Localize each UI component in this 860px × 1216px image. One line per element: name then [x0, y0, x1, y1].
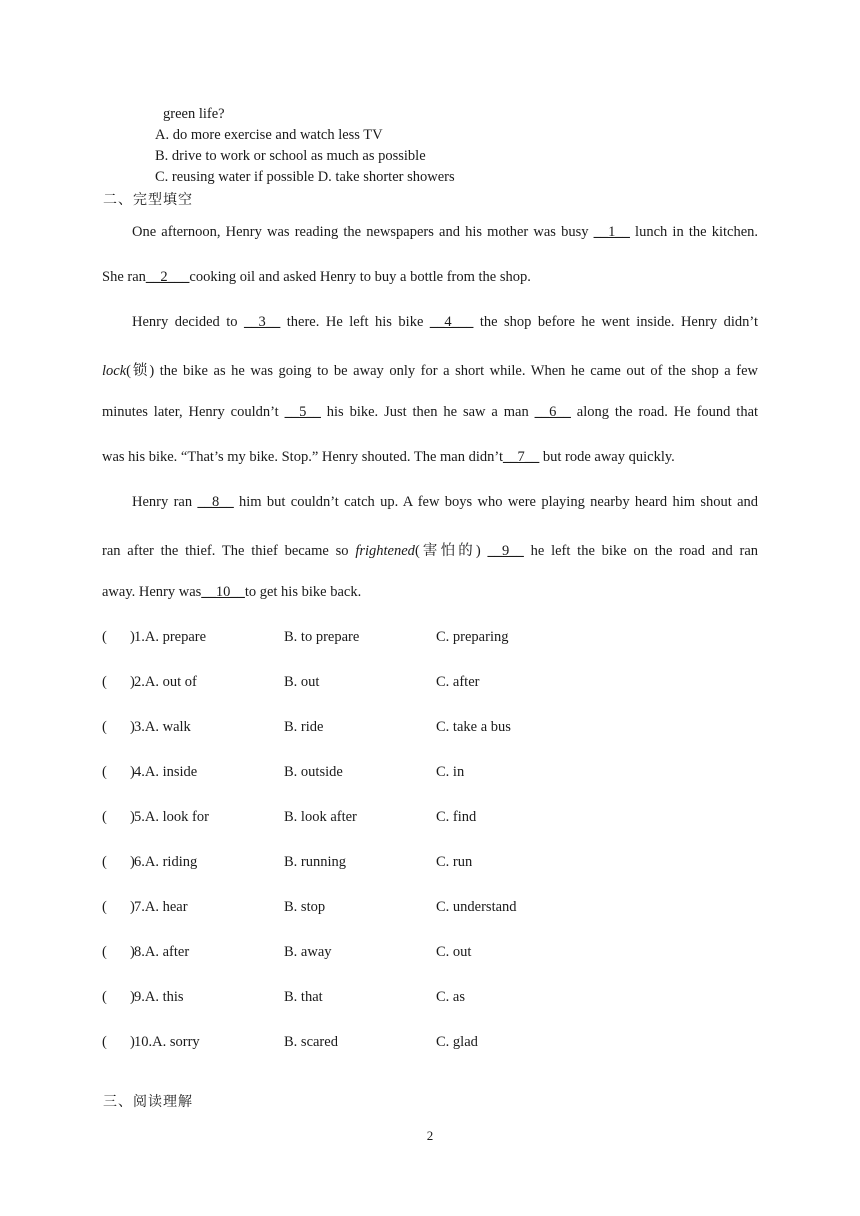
section-heading-cloze: 二、完型填空: [103, 193, 193, 208]
option-b: B. look after: [284, 809, 357, 825]
option-a: 9.A. this: [134, 989, 184, 1005]
option-a: 4.A. inside: [134, 764, 198, 780]
text-segment: the bike as he was going to be away only for a short while. When he came out of the shop a few: [159, 363, 759, 379]
answer-paren-left: (: [102, 989, 107, 1005]
text-segment: One afternoon, Henry was reading the newspapers and his mother was busy: [132, 224, 589, 240]
question-row: [102, 629, 662, 649]
option-c: C. in: [436, 764, 465, 780]
cloze-line: [102, 404, 758, 421]
option-a: 2.A. out of: [134, 674, 197, 690]
text-segment: minutes later, Henry couldn’t: [102, 404, 279, 420]
option-b: B. ride: [284, 719, 324, 735]
answer-paren-left: (: [102, 1034, 107, 1050]
cloze-line: [102, 539, 758, 560]
text-segment: ran after the thief. The thief became so: [102, 543, 349, 559]
question-row: [102, 1034, 662, 1054]
answer-paren-right: ): [130, 629, 135, 645]
answer-paren-left: (: [102, 629, 107, 645]
option-b: B. running: [284, 854, 347, 870]
cloze-line: [102, 269, 531, 286]
option-b: B. stop: [284, 899, 326, 915]
answer-paren-right: ): [130, 719, 135, 735]
answer-paren-right: ): [130, 1034, 135, 1050]
question-row: [102, 899, 662, 919]
text-segment: to get his bike back.: [244, 584, 362, 600]
answer-paren-right: ): [130, 809, 135, 825]
option-a: 5.A. look for: [134, 809, 209, 825]
answer-paren-left: (: [102, 719, 107, 735]
cloze-line: [102, 449, 675, 466]
blank-4: __4___: [429, 314, 474, 330]
option-c: C. as: [436, 989, 465, 1005]
text-segment: but rode away quickly.: [542, 449, 675, 465]
option-a: 1.A. prepare: [134, 629, 207, 645]
text-segment: lunch in the kitchen.: [635, 224, 759, 240]
text-segment: he left the bike on the road and ran: [530, 543, 759, 559]
answer-paren-left: (: [102, 899, 107, 915]
text-segment: Henry decided to: [132, 314, 238, 330]
blank-9: __9__: [487, 543, 524, 559]
question-row: [102, 719, 662, 739]
option-b: B. out: [284, 674, 320, 690]
question-row: [102, 989, 662, 1009]
option-c: C. find: [436, 809, 477, 825]
text-segment: cooking oil and asked Henry to buy a bottle from the shop.: [189, 269, 531, 285]
option-c: C. run: [436, 854, 473, 870]
gloss: (害怕的): [414, 543, 481, 559]
gloss: (锁): [126, 363, 155, 379]
option-c: C. take a bus: [436, 719, 511, 735]
text-segment: his bike. Just then he saw a man: [326, 404, 529, 420]
option-c: C. understand: [436, 899, 517, 915]
question-row: [102, 674, 662, 694]
answer-paren-left: (: [102, 674, 107, 690]
text-segment: She ran: [102, 269, 146, 285]
option-a: 8.A. after: [134, 944, 190, 960]
option-c: C. out: [436, 944, 472, 960]
cloze-line: [132, 494, 758, 511]
prev-option-cd: C. reusing water if possible D. take shorter showers: [155, 169, 455, 185]
blank-3: __3__: [244, 314, 281, 330]
blank-10: __10__: [201, 584, 245, 600]
question-row: [102, 944, 662, 964]
answer-paren-left: (: [102, 764, 107, 780]
question-row: [102, 854, 662, 874]
prev-question-tail: green life?: [163, 106, 225, 122]
answer-paren-right: ): [130, 764, 135, 780]
cloze-line: [102, 584, 361, 601]
option-a: 3.A. walk: [134, 719, 191, 735]
option-a: 10.A. sorry: [134, 1034, 200, 1050]
blank-1: __1__: [593, 224, 630, 240]
option-b: B. away: [284, 944, 332, 960]
answer-paren-right: ): [130, 944, 135, 960]
answer-paren-left: (: [102, 854, 107, 870]
section-heading-reading: 三、阅读理解: [103, 1095, 193, 1110]
text-segment: him but couldn’t catch up. A few boys who were playing nearby heard him shout and: [239, 494, 759, 510]
blank-5: __5__: [284, 404, 321, 420]
prev-option-a: A. do more exercise and watch less TV: [155, 127, 383, 143]
text-segment: away. Henry was: [102, 584, 202, 600]
option-c: C. after: [436, 674, 480, 690]
question-row: [102, 764, 662, 784]
blank-2: __2___: [145, 269, 190, 285]
text-segment: along the road. He found that: [576, 404, 759, 420]
answer-paren-left: (: [102, 944, 107, 960]
text-segment: there. He left his bike: [286, 314, 424, 330]
answer-paren-left: (: [102, 809, 107, 825]
cloze-line: [132, 224, 758, 241]
option-c: C. glad: [436, 1034, 478, 1050]
option-b: B. to prepare: [284, 629, 360, 645]
page-number: 2: [426, 1128, 434, 1143]
option-b: B. scared: [284, 1034, 338, 1050]
text-segment: Henry ran: [132, 494, 193, 510]
cloze-line: [102, 359, 758, 380]
blank-7: __7__: [502, 449, 540, 465]
text-segment: was his bike. “That’s my bike. Stop.” Henry shouted. The man didn’t: [102, 449, 503, 465]
option-a: 6.A. riding: [134, 854, 198, 870]
blank-8: __8__: [197, 494, 234, 510]
cloze-line: [132, 314, 758, 331]
question-row: [102, 809, 662, 829]
answer-paren-right: ): [130, 674, 135, 690]
option-c: C. preparing: [436, 629, 509, 645]
option-b: B. that: [284, 989, 323, 1005]
word-frightened: frightened: [355, 543, 415, 559]
text-segment: the shop before he went inside. Henry didn’t: [479, 314, 759, 330]
option-b: B. outside: [284, 764, 343, 780]
blank-6: __6__: [534, 404, 571, 420]
answer-paren-right: ): [130, 989, 135, 1005]
word-lock: lock: [102, 363, 127, 379]
option-a: 7.A. hear: [134, 899, 188, 915]
prev-option-b: B. drive to work or school as much as possible: [155, 148, 426, 164]
answer-paren-right: ): [130, 899, 135, 915]
answer-paren-right: ): [130, 854, 135, 870]
